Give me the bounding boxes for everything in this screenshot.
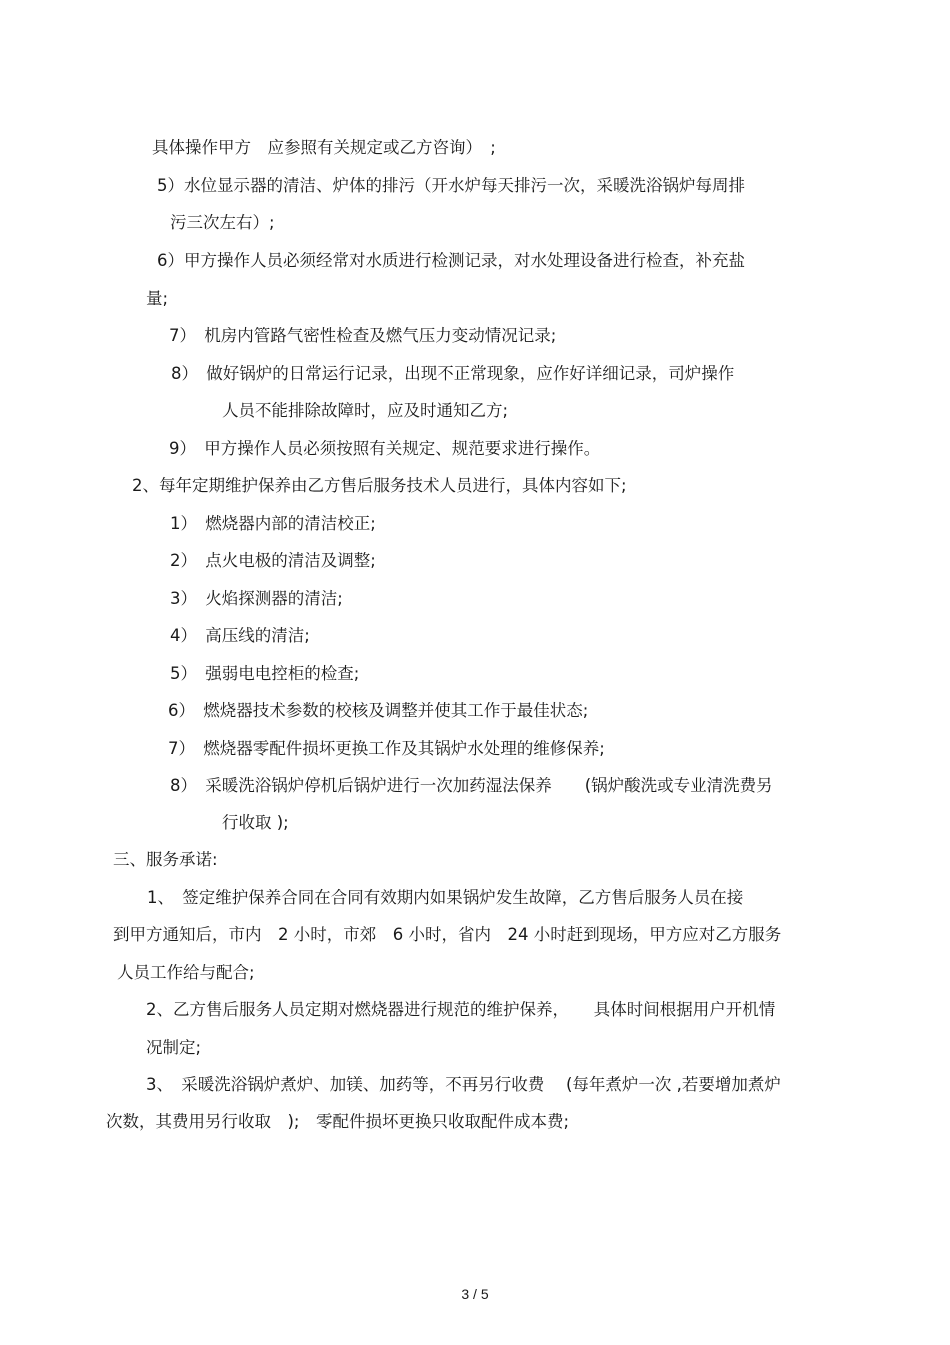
- text-line: 1、 签定维护保养合同在合同有效期内如果锅炉发生故障，乙方售后服务人员在接: [147, 888, 744, 907]
- text-line: 1） 燃烧器内部的清洁校正;: [170, 514, 376, 533]
- text-line: 9） 甲方操作人员必须按照有关规定、规范要求进行操作。: [169, 439, 601, 458]
- text-line: 况制定;: [146, 1038, 202, 1057]
- text-line: 人员不能排除故障时，应及时通知乙方;: [222, 401, 509, 420]
- text-line: 5） 强弱电电控柜的检查;: [170, 664, 360, 683]
- text-line: 3、 采暖洗浴锅炉煮炉、加镁、加药等，不再另行收费 (每年煮炉一次 ,若要增加煮炉: [146, 1075, 781, 1094]
- section-heading: 三、服务承诺:: [113, 850, 218, 869]
- text-line: 8） 采暖洗浴锅炉停机后锅炉进行一次加药湿法保养 (锅炉酸洗或专业清洗费另: [170, 776, 773, 795]
- text-line: 量;: [146, 289, 169, 308]
- text-line: 2） 点火电极的清洁及调整;: [170, 551, 376, 570]
- text-line: 5）水位显示器的清洁、炉体的排污（开水炉每天排污一次，采暖洗浴锅炉每周排: [157, 176, 745, 195]
- text-line: 3） 火焰探测器的清洁;: [170, 589, 343, 608]
- page-number: 3 / 5: [461, 1286, 489, 1302]
- text-line: 具体操作甲方 应参照有关规定或乙方咨询） ;: [152, 138, 496, 157]
- text-line: 次数，其费用另行收取 ); 零配件损坏更换只收取配件成本费;: [106, 1112, 570, 1131]
- text-line: 6）甲方操作人员必须经常对水质进行检测记录，对水处理设备进行检查，补充盐: [157, 251, 745, 270]
- text-line: 2、每年定期维护保养由乙方售后服务技术人员进行，具体内容如下;: [132, 476, 627, 495]
- text-line: 污三次左右）;: [170, 213, 275, 232]
- text-line: 6） 燃烧器技术参数的校核及调整并使其工作于最佳状态;: [168, 701, 589, 720]
- text-line: 人员工作给与配合;: [117, 963, 255, 982]
- text-line: 7） 机房内管路气密性检查及燃气压力变动情况记录;: [169, 326, 557, 345]
- text-line: 7） 燃烧器零配件损坏更换工作及其锅炉水处理的维修保养;: [168, 739, 605, 758]
- text-line: 2、乙方售后服务人员定期对燃烧器进行规范的维护保养， 具体时间根据用户开机情: [146, 1000, 776, 1019]
- text-line: 8） 做好锅炉的日常运行记录，出现不正常现象，应作好详细记录，司炉操作: [171, 364, 735, 383]
- text-line: 4） 高压线的清洁;: [170, 626, 310, 645]
- text-line: 到甲方通知后，市内 2 小时，市郊 6 小时，省内 24 小时赶到现场，甲方应对乙方服务: [113, 925, 782, 944]
- text-line: 行收取 );: [222, 813, 289, 832]
